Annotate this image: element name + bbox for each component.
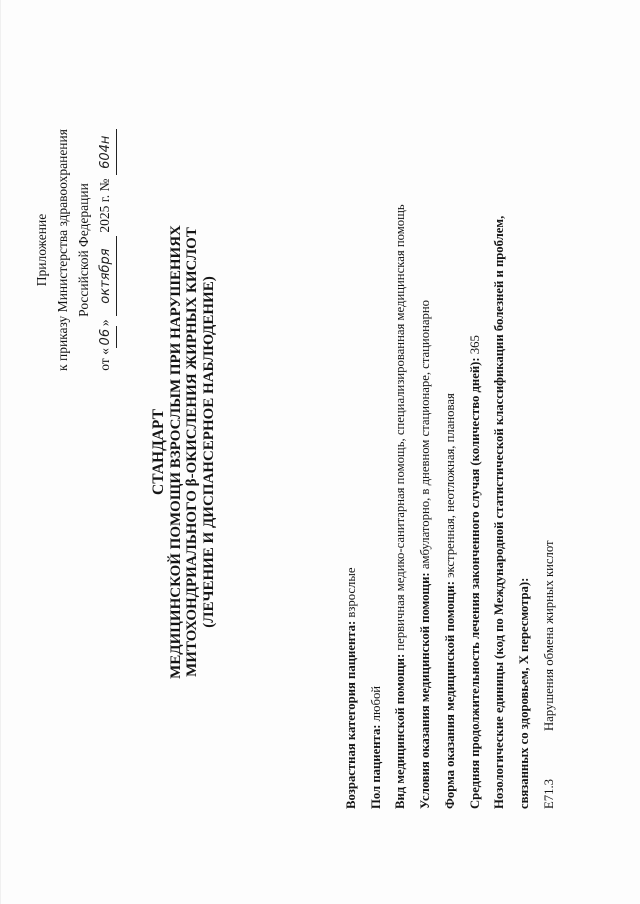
appendix-block bbox=[31, 65, 117, 435]
appendix-date-line bbox=[94, 65, 117, 435]
field-label: Средняя продолжительность лечения законченного случая (количество дней): bbox=[467, 357, 482, 809]
field-value: амбулаторно, в дневном стационаре, стационарно bbox=[418, 300, 433, 573]
icd-name: Нарушения обмена жирных кислот bbox=[541, 540, 556, 731]
nosology-line-2: связанных со здоровьем, X пересмотра): bbox=[516, 577, 531, 809]
field-label: Условия оказания медицинской помощи: bbox=[418, 572, 433, 809]
title-standard: СТАНДАРТ bbox=[150, 409, 167, 495]
field-age-category bbox=[339, 31, 364, 809]
handwritten-month: октября bbox=[95, 236, 117, 316]
nosology-code-row bbox=[537, 31, 562, 809]
document-body bbox=[339, 31, 561, 809]
appendix-order-line: к приказу Министерства здравоохранения bbox=[55, 129, 70, 371]
field-label: Пол пациента: bbox=[368, 724, 383, 809]
handwritten-day: 06 bbox=[95, 326, 117, 348]
title-line-4: (ЛЕЧЕНИЕ И ДИСПАНСЕРНОЕ НАБЛЮДЕНИЕ) bbox=[200, 276, 217, 628]
nosology-line-1: Нозологические единицы (код по Международной статистической классификации болезней и проблем, bbox=[492, 215, 507, 809]
title-line-3: МИТОХОНДРИАЛЬНОГО β-ОКИСЛЕНИЯ ЖИРНЫХ КИСЛОТ bbox=[184, 227, 200, 677]
appendix-federation-line: Российской Федерации bbox=[76, 183, 91, 317]
appendix-heading: Приложение bbox=[34, 213, 49, 287]
field-care-conditions bbox=[413, 31, 438, 809]
icd-code: E71.3 bbox=[541, 779, 556, 809]
field-care-type bbox=[388, 31, 413, 809]
date-year-text: 2025 г. № bbox=[97, 178, 112, 233]
date-quote: » bbox=[97, 319, 112, 327]
field-label: Вид медицинской помощи: bbox=[393, 653, 408, 809]
field-treatment-duration bbox=[463, 31, 488, 809]
field-value: первичная медико-санитарная помощь, специализированная медицинская помощь bbox=[393, 204, 408, 654]
field-label: Возрастная категория пациента: bbox=[344, 620, 358, 809]
handwritten-order-number: 604н bbox=[95, 129, 117, 175]
nosology-heading-2 bbox=[512, 31, 537, 809]
field-care-form bbox=[438, 31, 463, 809]
field-patient-sex bbox=[364, 31, 389, 809]
field-value: экстренная, неотложная, плановая bbox=[442, 393, 457, 582]
document-page bbox=[21, 17, 621, 887]
field-label: Форма оказания медицинской помощи: bbox=[442, 581, 457, 809]
field-value: 365 bbox=[467, 335, 482, 358]
field-value: любой bbox=[368, 685, 383, 725]
nosology-heading-1 bbox=[487, 31, 512, 809]
field-value: взрослые bbox=[344, 567, 358, 621]
date-prefix: от « bbox=[97, 348, 112, 371]
title-line-2: МЕДИЦИНСКОЙ ПОМОЩИ ВЗРОСЛЫМ ПРИ НАРУШЕНИЯХ bbox=[167, 225, 184, 679]
document-title bbox=[151, 17, 217, 887]
